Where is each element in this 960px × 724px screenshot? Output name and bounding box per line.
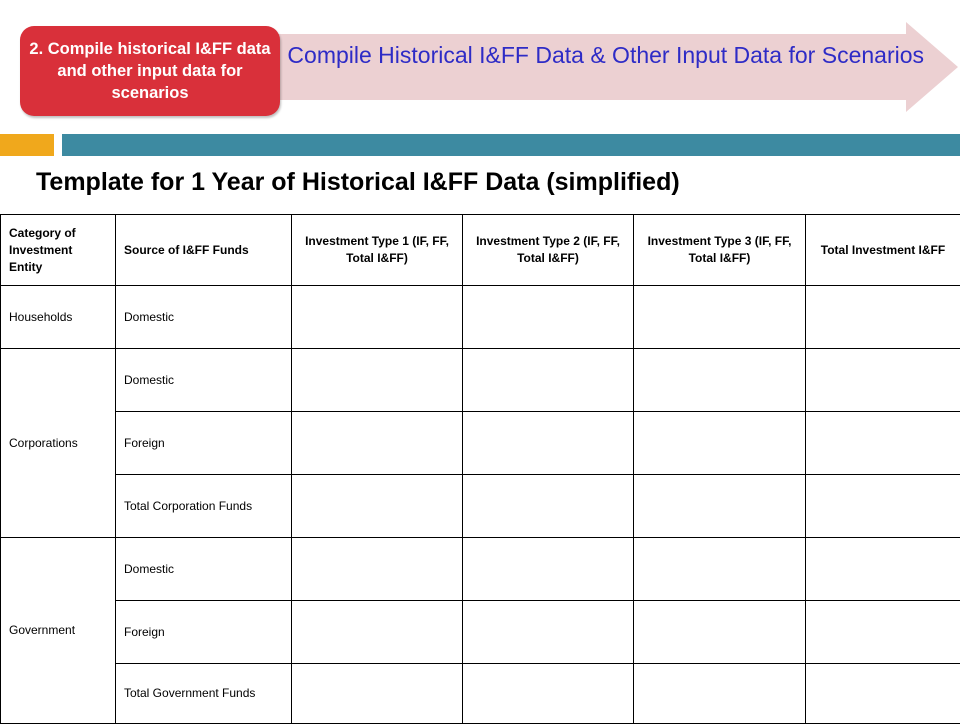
data-cell [292,475,463,538]
accent-bar-teal [62,134,960,156]
data-cell [463,601,634,664]
data-cell [463,349,634,412]
data-cell [806,412,960,475]
header-investment-type-3: Investment Type 3 (IF, FF, Total I&FF) [634,215,806,286]
table-row [1,286,960,349]
table-header-row [1,215,960,286]
data-cell [292,412,463,475]
data-cell [463,664,634,724]
table-row [1,349,960,412]
source-government-total: Total Government Funds [116,664,292,724]
header-investment-type-1: Investment Type 1 (IF, FF, Total I&FF) [292,215,463,286]
table-row [1,412,960,475]
data-cell [806,538,960,601]
header-total-investment: Total Investment I&FF [806,215,960,286]
data-cell [463,412,634,475]
data-cell [634,349,806,412]
source-corporations-domestic: Domestic [116,349,292,412]
data-cell [292,349,463,412]
category-government: Government [1,538,116,724]
table-row [1,475,960,538]
historical-iff-table [0,214,960,724]
source-corporations-total: Total Corporation Funds [116,475,292,538]
data-cell [634,538,806,601]
data-cell [806,601,960,664]
data-cell [634,475,806,538]
data-cell [634,664,806,724]
data-cell [634,412,806,475]
source-government-domestic: Domestic [116,538,292,601]
data-cell [634,286,806,349]
source-households-domestic: Domestic [116,286,292,349]
table-row [1,538,960,601]
header-source: Source of I&FF Funds [116,215,292,286]
header-banner [270,22,958,112]
accent-bar-orange [0,134,54,156]
slide-title: Template for 1 Year of Historical I&FF Data (simplified) [36,168,680,197]
header-investment-type-2: Investment Type 2 (IF, FF, Total I&FF) [463,215,634,286]
data-cell [463,538,634,601]
data-cell [634,601,806,664]
data-cell [292,538,463,601]
table-row [1,664,960,724]
data-cell [806,475,960,538]
banner-title: Compile Historical I&FF Data & Other Input Data for Scenarios [264,42,924,68]
data-cell [463,286,634,349]
data-cell [806,349,960,412]
source-government-foreign: Foreign [116,601,292,664]
data-cell [292,601,463,664]
category-households: Households [1,286,116,349]
data-cell [806,664,960,724]
step-badge: 2. Compile historical I&FF data and other input data for scenarios [20,26,280,116]
header-category: Category of Investment Entity [1,215,116,286]
source-corporations-foreign: Foreign [116,412,292,475]
data-cell [292,286,463,349]
data-cell [292,664,463,724]
data-cell [463,475,634,538]
table-row [1,601,960,664]
data-cell [806,286,960,349]
category-corporations: Corporations [1,349,116,538]
